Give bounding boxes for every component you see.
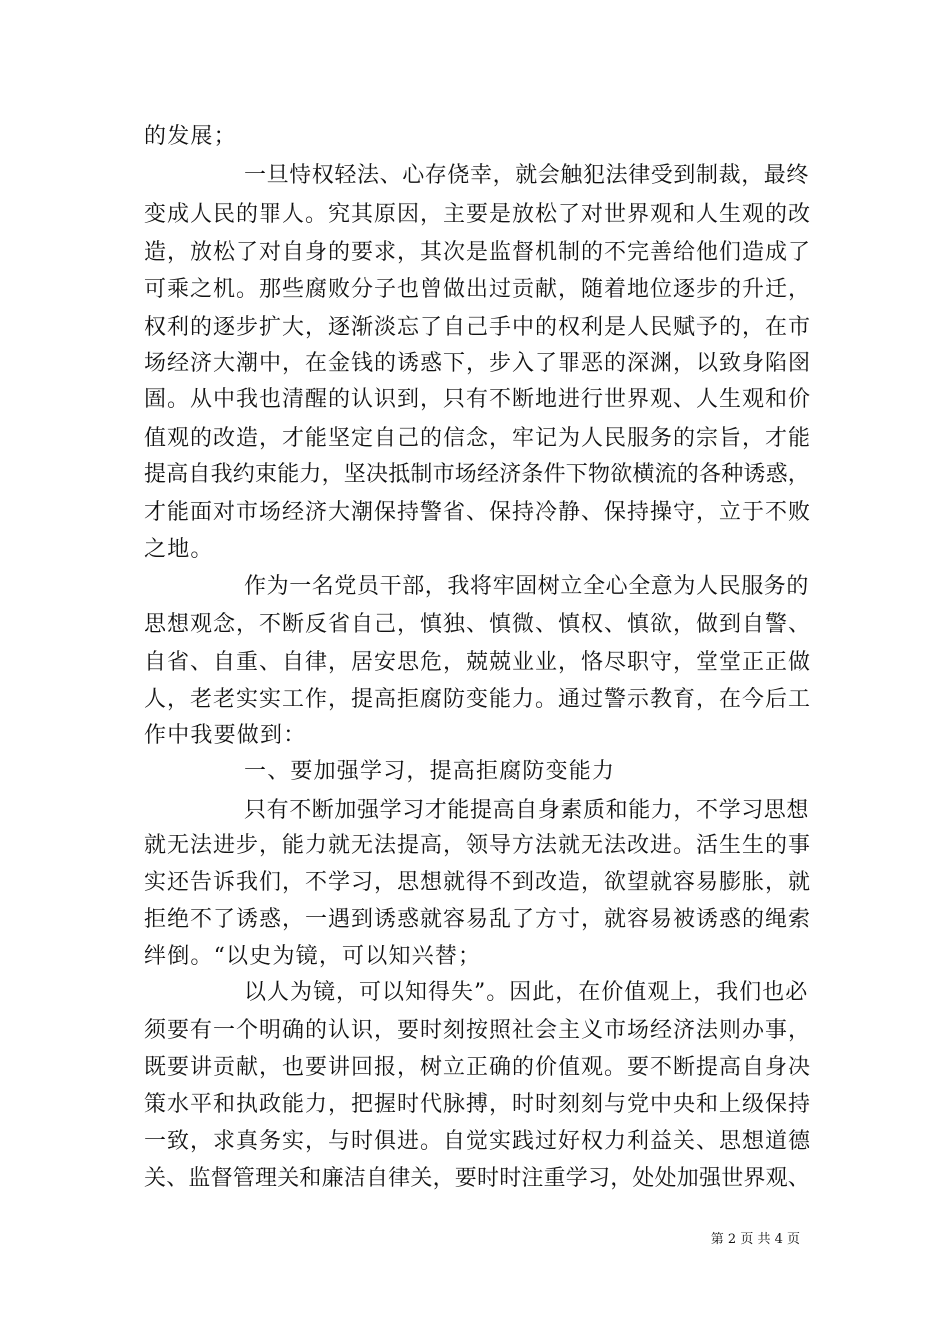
text-line: 一致，求真务实，与时俱进。自觉实践过好权力利益关、思想道德 <box>144 1129 812 1154</box>
text-line: 才能面对市场经济大潮保持警省、保持冷静、保持操守，立于不败 <box>144 500 812 525</box>
text-line: 须要有一个明确的认识，要时刻按照社会主义市场经济法则办事， <box>144 1018 812 1043</box>
text-line: 人，老老实实工作，提高拒腐防变能力。通过警示教育，在今后工 <box>144 687 812 712</box>
text-line: 只有不断加强学习才能提高自身素质和能力，不学习思想 <box>244 798 810 823</box>
text-line: 的发展； <box>144 124 237 149</box>
text-line: 提高自我约束能力，坚决抵制市场经济条件下物欲横流的各种诱惑， <box>144 462 811 487</box>
text-line: 变成人民的罪人。究其原因，主要是放松了对世界观和人生观的改 <box>144 202 812 227</box>
text-line: 实还告诉我们，不学习，思想就得不到改造，欲望就容易膨胀，就 <box>144 870 812 895</box>
text-line: 思想观念，不断反省自己，慎独、慎微、慎权、慎欲，做到自警、 <box>144 612 812 637</box>
text-line: 既要讲贡献，也要讲回报，树立正确的价值观。要不断提高自身决 <box>144 1055 812 1080</box>
text-line: 拒绝不了诱惑，一遇到诱惑就容易乱了方寸，就容易被诱惑的绳索 <box>144 907 812 932</box>
text-line: 自省、自重、自律，居安思危，兢兢业业，恪尽职守，堂堂正正做 <box>144 650 812 675</box>
text-line: 绊倒。“以史为镜，可以知兴替； <box>144 944 482 969</box>
text-line: 策水平和执政能力，把握时代脉搏，时时刻刻与党中央和上级保持 <box>144 1092 812 1117</box>
text-line: 场经济大潮中，在金钱的诱惑下，步入了罪恶的深渊，以致身陷囹 <box>144 351 812 376</box>
text-line: 作为一名党员干部，我将牢固树立全心全意为人民服务的 <box>244 574 810 599</box>
section-heading: 一、要加强学习，提高拒腐防变能力 <box>244 759 616 784</box>
text-line: 以人为镜，可以知得失”。因此，在价值观上，我们也必 <box>244 980 809 1005</box>
text-line: 圄。从中我也清醒的认识到，只有不断地进行世界观、人生观和价 <box>144 387 812 412</box>
page-number: 第 2 页 共 4 页 <box>710 1232 800 1247</box>
text-line: 关、监督管理关和廉洁自律关，要时时注重学习，处处加强世界观、 <box>144 1166 811 1191</box>
text-line: 一旦恃权轻法、心存侥幸，就会触犯法律受到制裁，最终 <box>244 163 810 188</box>
text-line: 权利的逐步扩大，逐渐淡忘了自己手中的权利是人民赋予的，在市 <box>144 315 812 340</box>
text-line: 之地。 <box>144 537 214 562</box>
text-line: 可乘之机。那些腐败分子也曾做出过贡献，随着地位逐步的升迁， <box>144 277 812 302</box>
text-line: 造，放松了对自身的要求，其次是监督机制的不完善给他们造成了 <box>144 240 812 265</box>
text-line: 值观的改造，才能坚定自己的信念，牢记为人民服务的宗旨，才能 <box>144 426 812 451</box>
text-line: 作中我要做到： <box>144 723 307 748</box>
text-line: 就无法进步，能力就无法提高，领导方法就无法改进。活生生的事 <box>144 833 812 858</box>
